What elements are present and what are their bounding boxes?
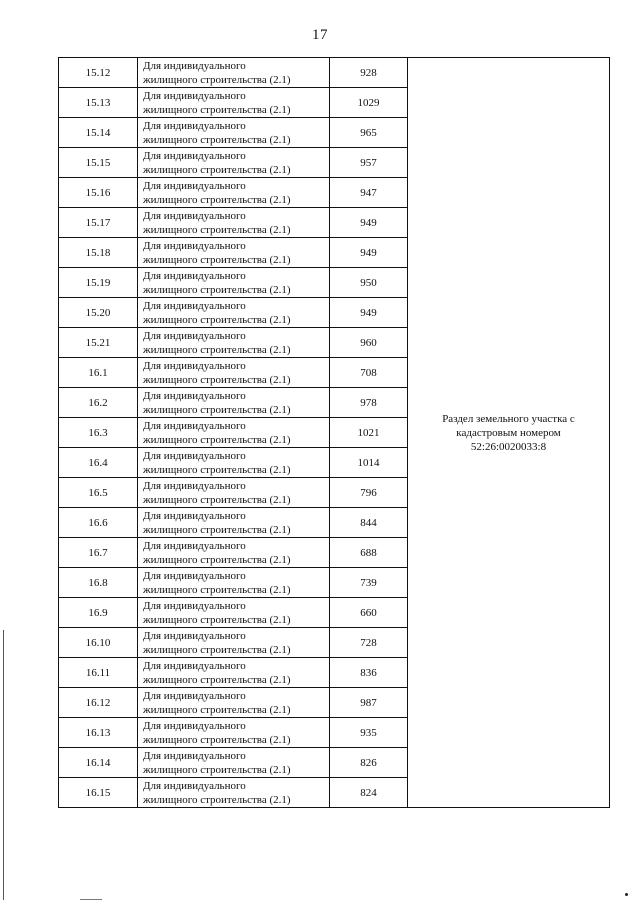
area-cell: 660 xyxy=(330,598,408,628)
permitted-use-line1: Для индивидуального xyxy=(143,149,246,162)
permitted-use-line2: жилищного строительства (2.1) xyxy=(143,523,291,536)
permitted-use-line2: жилищного строительства (2.1) xyxy=(143,643,291,656)
permitted-use-cell xyxy=(138,748,330,778)
area-cell: 949 xyxy=(330,238,408,268)
formation-note-cell xyxy=(408,58,610,808)
permitted-use-line2: жилищного строительства (2.1) xyxy=(143,283,291,296)
permitted-use-line1: Для индивидуального xyxy=(143,389,246,402)
permitted-use-line1: Для индивидуального xyxy=(143,89,246,102)
plot-number-cell: 15.14 xyxy=(59,118,138,148)
scan-mark xyxy=(80,899,102,900)
permitted-use-cell xyxy=(138,478,330,508)
plot-number-cell: 15.21 xyxy=(59,328,138,358)
permitted-use-line1: Для индивидуального xyxy=(143,719,246,732)
plot-number-cell: 15.16 xyxy=(59,178,138,208)
permitted-use-line2: жилищного строительства (2.1) xyxy=(143,343,291,356)
permitted-use-line1: Для индивидуального xyxy=(143,509,246,522)
permitted-use-line1: Для индивидуального xyxy=(143,59,246,72)
permitted-use-line2: жилищного строительства (2.1) xyxy=(143,493,291,506)
permitted-use-line2: жилищного строительства (2.1) xyxy=(143,733,291,746)
permitted-use-line2: жилищного строительства (2.1) xyxy=(143,703,291,716)
area-cell: 824 xyxy=(330,778,408,808)
permitted-use-line1: Для индивидуального xyxy=(143,179,246,192)
permitted-use-line1: Для индивидуального xyxy=(143,119,246,132)
permitted-use-cell xyxy=(138,118,330,148)
area-cell: 826 xyxy=(330,748,408,778)
permitted-use-line1: Для индивидуального xyxy=(143,359,246,372)
permitted-use-line2: жилищного строительства (2.1) xyxy=(143,793,291,806)
area-cell: 796 xyxy=(330,478,408,508)
area-cell: 1029 xyxy=(330,88,408,118)
permitted-use-cell xyxy=(138,658,330,688)
permitted-use-line1: Для индивидуального xyxy=(143,749,246,762)
area-cell: 987 xyxy=(330,688,408,718)
permitted-use-line1: Для индивидуального xyxy=(143,539,246,552)
area-cell: 836 xyxy=(330,658,408,688)
permitted-use-cell xyxy=(138,598,330,628)
permitted-use-cell xyxy=(138,508,330,538)
permitted-use-line1: Для индивидуального xyxy=(143,329,246,342)
formation-note-line1: Раздел земельного участка с xyxy=(442,412,575,425)
permitted-use-line2: жилищного строительства (2.1) xyxy=(143,193,291,206)
permitted-use-line2: жилищного строительства (2.1) xyxy=(143,583,291,596)
permitted-use-line1: Для индивидуального xyxy=(143,629,246,642)
plot-number-cell: 16.15 xyxy=(59,778,138,808)
permitted-use-line1: Для индивидуального xyxy=(143,449,246,462)
area-cell: 950 xyxy=(330,268,408,298)
permitted-use-line2: жилищного строительства (2.1) xyxy=(143,373,291,386)
scan-dot xyxy=(625,893,628,896)
area-cell: 739 xyxy=(330,568,408,598)
permitted-use-cell xyxy=(138,538,330,568)
permitted-use-line1: Для индивидуального xyxy=(143,659,246,672)
permitted-use-cell xyxy=(138,388,330,418)
permitted-use-cell xyxy=(138,448,330,478)
area-cell: 708 xyxy=(330,358,408,388)
formation-note-line3: 52:26:0020033:8 xyxy=(470,440,547,453)
permitted-use-line1: Для индивидуального xyxy=(143,569,246,582)
scan-margin-line xyxy=(3,630,4,900)
permitted-use-cell xyxy=(138,628,330,658)
permitted-use-line1: Для индивидуального xyxy=(143,269,246,282)
permitted-use-line2: жилищного строительства (2.1) xyxy=(143,553,291,566)
permitted-use-line2: жилищного строительства (2.1) xyxy=(143,403,291,416)
plot-number-cell: 16.9 xyxy=(59,598,138,628)
permitted-use-cell xyxy=(138,778,330,808)
permitted-use-line1: Для индивидуального xyxy=(143,419,246,432)
permitted-use-line2: жилищного строительства (2.1) xyxy=(143,163,291,176)
area-cell: 1021 xyxy=(330,418,408,448)
area-cell: 949 xyxy=(330,208,408,238)
plot-number-cell: 16.11 xyxy=(59,658,138,688)
permitted-use-line1: Для индивидуального xyxy=(143,599,246,612)
plot-number-cell: 16.3 xyxy=(59,418,138,448)
permitted-use-line2: жилищного строительства (2.1) xyxy=(143,613,291,626)
plot-number-cell: 15.12 xyxy=(59,58,138,88)
permitted-use-line1: Для индивидуального xyxy=(143,479,246,492)
plot-number-cell: 16.4 xyxy=(59,448,138,478)
area-cell: 844 xyxy=(330,508,408,538)
plot-number-cell: 16.10 xyxy=(59,628,138,658)
permitted-use-cell xyxy=(138,178,330,208)
permitted-use-line1: Для индивидуального xyxy=(143,209,246,222)
permitted-use-line2: жилищного строительства (2.1) xyxy=(143,463,291,476)
permitted-use-line1: Для индивидуального xyxy=(143,779,246,792)
area-cell: 935 xyxy=(330,718,408,748)
permitted-use-line2: жилищного строительства (2.1) xyxy=(143,223,291,236)
area-cell: 728 xyxy=(330,628,408,658)
area-cell: 947 xyxy=(330,178,408,208)
permitted-use-line2: жилищного строительства (2.1) xyxy=(143,313,291,326)
permitted-use-cell xyxy=(138,328,330,358)
area-cell: 688 xyxy=(330,538,408,568)
permitted-use-line1: Для индивидуального xyxy=(143,239,246,252)
permitted-use-cell xyxy=(138,238,330,268)
permitted-use-line2: жилищного строительства (2.1) xyxy=(143,103,291,116)
permitted-use-line2: жилищного строительства (2.1) xyxy=(143,763,291,776)
plot-number-cell: 16.8 xyxy=(59,568,138,598)
permitted-use-cell xyxy=(138,688,330,718)
permitted-use-cell xyxy=(138,88,330,118)
permitted-use-line2: жилищного строительства (2.1) xyxy=(143,433,291,446)
plot-number-cell: 16.14 xyxy=(59,748,138,778)
plot-number-cell: 16.7 xyxy=(59,538,138,568)
plot-number-cell: 16.2 xyxy=(59,388,138,418)
permitted-use-cell xyxy=(138,298,330,328)
permitted-use-cell xyxy=(138,58,330,88)
permitted-use-cell xyxy=(138,358,330,388)
plot-number-cell: 16.6 xyxy=(59,508,138,538)
area-cell: 1014 xyxy=(330,448,408,478)
plot-number-cell: 16.5 xyxy=(59,478,138,508)
plot-number-cell: 15.15 xyxy=(59,148,138,178)
formation-note-line2: кадастровым номером xyxy=(456,426,561,439)
plot-number-cell: 15.19 xyxy=(59,268,138,298)
permitted-use-cell xyxy=(138,268,330,298)
permitted-use-cell xyxy=(138,208,330,238)
area-cell: 960 xyxy=(330,328,408,358)
permitted-use-line2: жилищного строительства (2.1) xyxy=(143,133,291,146)
permitted-use-line2: жилищного строительства (2.1) xyxy=(143,673,291,686)
plot-number-cell: 16.1 xyxy=(59,358,138,388)
permitted-use-cell xyxy=(138,718,330,748)
page-number: 17 xyxy=(312,27,328,43)
area-cell: 965 xyxy=(330,118,408,148)
land-plots-table xyxy=(58,57,610,808)
plot-number-cell: 15.18 xyxy=(59,238,138,268)
permitted-use-line1: Для индивидуального xyxy=(143,689,246,702)
area-cell: 978 xyxy=(330,388,408,418)
area-cell: 957 xyxy=(330,148,408,178)
area-cell: 949 xyxy=(330,298,408,328)
table-body xyxy=(59,58,610,808)
plot-number-cell: 15.13 xyxy=(59,88,138,118)
permitted-use-cell xyxy=(138,568,330,598)
permitted-use-cell xyxy=(138,148,330,178)
plot-number-cell: 16.12 xyxy=(59,688,138,718)
area-cell: 928 xyxy=(330,58,408,88)
permitted-use-line2: жилищного строительства (2.1) xyxy=(143,253,291,266)
table-row xyxy=(59,58,610,88)
permitted-use-line1: Для индивидуального xyxy=(143,299,246,312)
plot-number-cell: 15.20 xyxy=(59,298,138,328)
permitted-use-cell xyxy=(138,418,330,448)
plot-number-cell: 16.13 xyxy=(59,718,138,748)
plot-number-cell: 15.17 xyxy=(59,208,138,238)
permitted-use-line2: жилищного строительства (2.1) xyxy=(143,73,291,86)
